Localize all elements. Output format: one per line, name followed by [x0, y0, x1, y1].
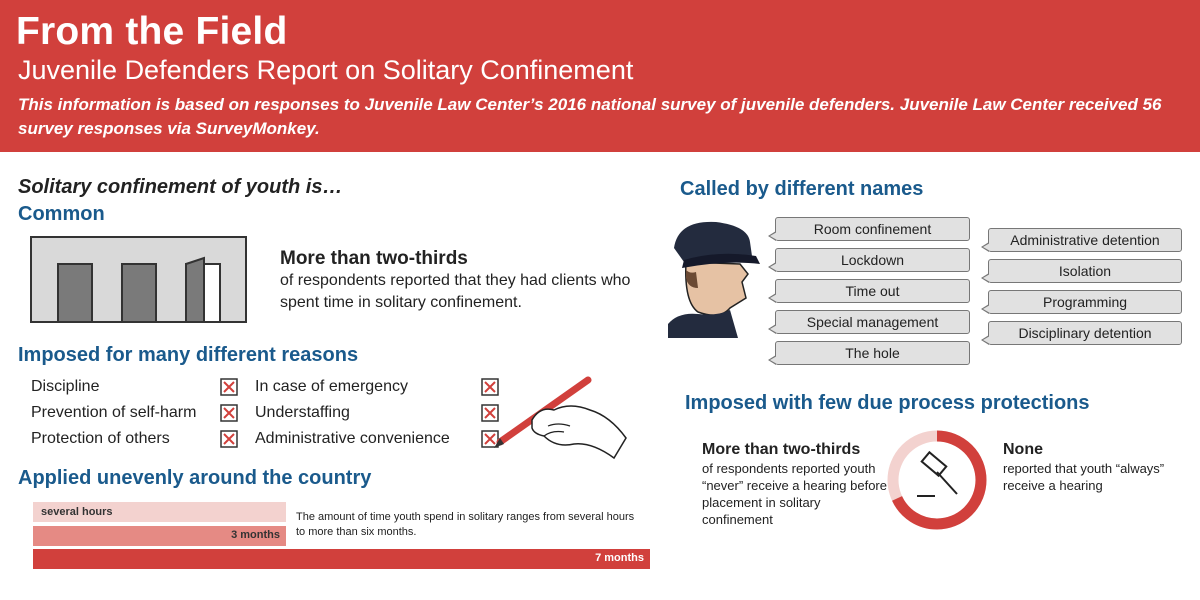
due-process-left-text: of respondents reported youth “never” receive a hearing before placement in solitary confinement [702, 461, 887, 527]
bar-3-months [33, 526, 286, 546]
reasons-heading: Imposed for many different reasons [18, 344, 359, 366]
name-bubble [775, 341, 970, 365]
reason-item: Prevention of self-harm [31, 404, 197, 421]
name-label: Isolation [1058, 263, 1112, 279]
due-process-right-bold: None [1003, 441, 1043, 458]
bar-label-7-months: 7 months [595, 552, 644, 564]
name-bubble [988, 321, 1182, 345]
gavel-donut-chart [885, 428, 989, 532]
names-heading: Called by different names [680, 178, 924, 200]
reason-item: Administrative convenience [255, 430, 450, 447]
common-heading: Common [18, 203, 105, 225]
name-bubble [775, 217, 970, 241]
reason-item: Discipline [31, 378, 100, 395]
header-banner [0, 0, 1200, 152]
name-bubble [775, 279, 970, 303]
reason-item: In case of emergency [255, 378, 408, 395]
due-process-heading: Imposed with few due process protections [685, 392, 1090, 414]
bar-label-3-months: 3 months [231, 529, 280, 541]
common-stat-bold: More than two-thirds [280, 248, 468, 269]
checked-box-icon [220, 430, 238, 448]
bar-7-months [33, 549, 650, 569]
bar-label-several-hours: several hours [41, 506, 113, 518]
page-title: From the Field [16, 10, 288, 53]
name-label: Time out [845, 283, 900, 299]
cell-doors-illustration [30, 236, 248, 324]
name-label: Room confinement [813, 221, 932, 237]
due-process-right-text: reported that youth “always” receive a hearing [1003, 461, 1165, 493]
gavel-icon [917, 452, 957, 496]
name-bubble [988, 290, 1182, 314]
officer-icon [668, 212, 764, 338]
door-closed-2 [122, 264, 156, 322]
door-closed-1 [58, 264, 92, 322]
name-label: Programming [1042, 294, 1128, 310]
survey-description: This information is based on responses to Juvenile Law Center’s 2016 national survey of juvenile defenders. Juvenile Law Center received 56 survey responses via SurveyMonkey. [18, 95, 1162, 138]
reason-item: Understaffing [255, 404, 350, 421]
uneven-heading: Applied unevenly around the country [18, 467, 372, 489]
reason-item: Protection of others [31, 430, 170, 447]
name-bubble [988, 228, 1182, 252]
door-open [186, 258, 204, 322]
name-bubble [988, 259, 1182, 283]
hand-with-pen-icon [492, 372, 632, 464]
checked-box-icon [220, 378, 238, 396]
name-label: Special management [806, 314, 939, 330]
name-label: Administrative detention [1010, 232, 1160, 248]
lead-text: Solitary confinement of youth is… [18, 176, 343, 198]
page-subtitle: Juvenile Defenders Report on Solitary Confinement [18, 55, 634, 85]
common-stat-text: of respondents reported that they had clients who spent time in solitary confinement. [280, 272, 631, 311]
name-label: Lockdown [840, 252, 905, 268]
checked-box-icon [220, 404, 238, 422]
name-label: The hole [845, 345, 900, 361]
due-process-left-bold: More than two-thirds [702, 441, 861, 458]
name-label: Disciplinary detention [1018, 325, 1152, 341]
name-bubble [775, 310, 970, 334]
range-description: The amount of time youth spend in solitary ranges from several hours to more than six months. [296, 511, 635, 538]
name-bubble [775, 248, 970, 272]
